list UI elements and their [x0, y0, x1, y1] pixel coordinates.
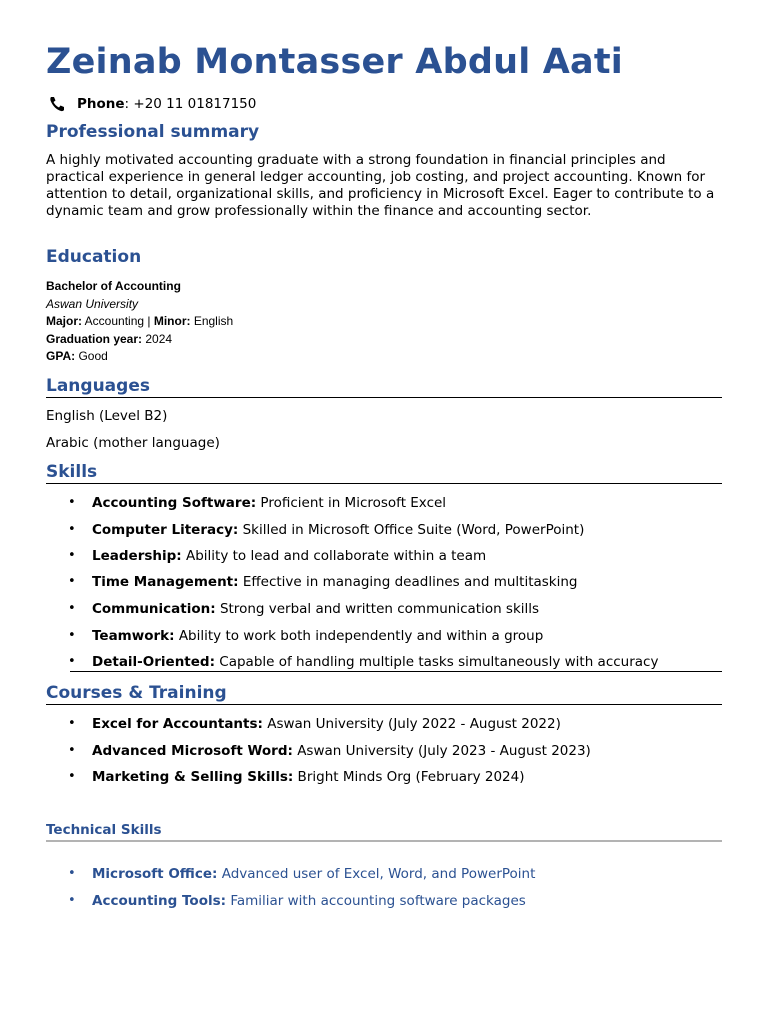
language-item: English (Level B2): [46, 408, 168, 424]
language-item: Arabic (mother language): [46, 435, 220, 451]
major-value: Accounting: [82, 314, 145, 328]
skills-end-rule: [70, 671, 722, 672]
languages-heading: Languages: [46, 376, 150, 396]
summary-text: A highly motivated accounting graduate with a strong foundation in financial principles and practical experience in general ledger accounting, job costing, and project accounting. Known for attention to detail, organizational skills, and proficiency in Microsoft Excel. Eager to contribute to a dynamic team and grow professionally within the finance and accounting sector.: [46, 152, 715, 219]
technical-skills-heading: Technical Skills: [46, 822, 162, 838]
gpa: GPA: Good: [46, 349, 108, 363]
school: Aswan University: [46, 297, 139, 311]
degree: Bachelor of Accounting: [46, 279, 181, 293]
courses-rule: [46, 704, 722, 705]
minor-value: English: [190, 314, 234, 328]
major-label: Major:: [46, 314, 82, 328]
skills-rule: [46, 483, 722, 484]
phone-value: : +20 11 01817150: [124, 96, 257, 112]
courses-heading: Courses & Training: [46, 683, 227, 703]
languages-rule: [46, 397, 722, 398]
skills-heading: Skills: [46, 462, 98, 482]
summary-heading: Professional summary: [46, 122, 260, 142]
major-minor: [46, 314, 233, 328]
candidate-name: Zeinab Montasser Abdul Aati: [46, 42, 624, 82]
phone-label: Phone: [77, 96, 125, 112]
contact-line: [48, 95, 256, 113]
education-heading: Education: [46, 247, 142, 267]
technical-rule: [46, 840, 722, 842]
separator: |: [144, 314, 154, 328]
phone-icon: [48, 95, 66, 113]
minor-label: Minor:: [153, 314, 191, 328]
graduation-year: Graduation year: 2024: [46, 332, 173, 346]
